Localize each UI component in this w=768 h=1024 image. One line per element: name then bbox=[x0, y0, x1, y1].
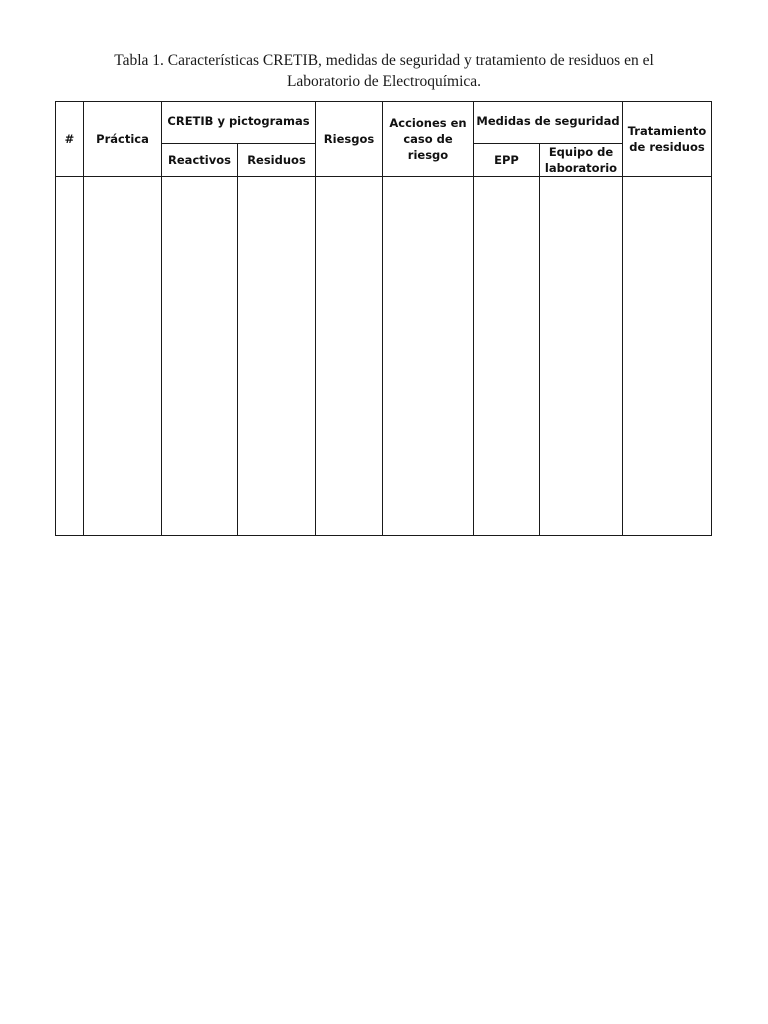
cell-practice bbox=[84, 177, 162, 536]
header-ppe: EPP bbox=[474, 144, 540, 177]
header-risks: Riesgos bbox=[316, 102, 383, 177]
header-actions: Acciones en caso de riesgo bbox=[383, 102, 474, 177]
cell-number bbox=[56, 177, 84, 536]
header-lab-equipment: Equipo de laboratorio bbox=[540, 144, 623, 177]
safety-table bbox=[55, 101, 712, 536]
header-practice: Práctica bbox=[84, 102, 162, 177]
cell-ppe bbox=[474, 177, 540, 536]
header-safety-group: Medidas de seguridad bbox=[474, 102, 623, 144]
caption-line-2: Laboratorio de Electroquímica. bbox=[286, 73, 482, 90]
cell-actions bbox=[383, 177, 474, 536]
table-caption bbox=[40, 50, 728, 92]
caption-line-1: Tabla 1. Características CRETIB, medidas de seguridad y tratamiento de residuos en el bbox=[114, 52, 654, 69]
cell-risks bbox=[316, 177, 383, 536]
cell-lab-equipment bbox=[540, 177, 623, 536]
table-row bbox=[56, 177, 712, 536]
header-cretib-group: CRETIB y pictogramas bbox=[162, 102, 316, 144]
header-waste: Residuos bbox=[238, 144, 316, 177]
cell-treatment bbox=[623, 177, 712, 536]
header-reagents: Reactivos bbox=[162, 144, 238, 177]
header-treatment: Tratamiento de residuos bbox=[623, 102, 712, 177]
cell-reagents bbox=[162, 177, 238, 536]
header-number: # bbox=[56, 102, 84, 177]
cell-waste bbox=[238, 177, 316, 536]
header-row-main bbox=[56, 102, 712, 144]
